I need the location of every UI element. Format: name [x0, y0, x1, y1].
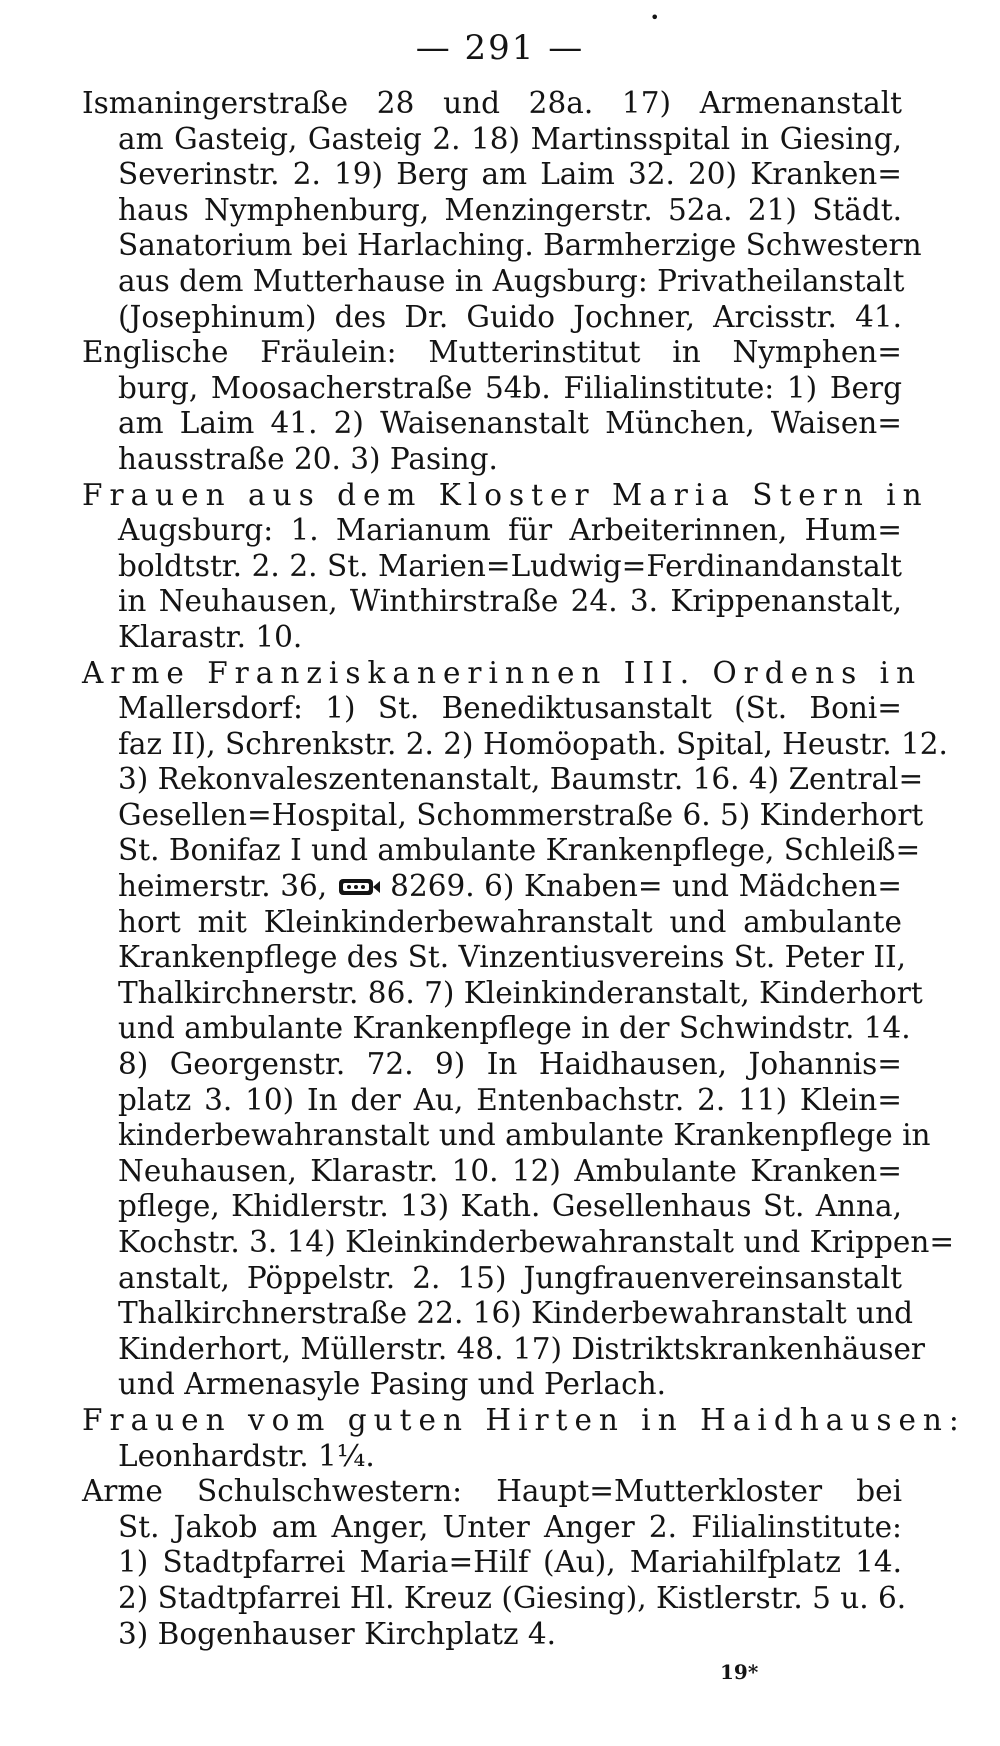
- text-line: hausstraße 20. 3) Pasing.: [118, 441, 498, 476]
- section-heading-line: Englische Fräulein: Mutterinstitut in Nymphen=: [82, 335, 902, 370]
- text-line: 3) Bogenhauser Kirchplatz 4.: [118, 1616, 557, 1651]
- text-line: am Laim 41. 2) Waisenanstalt München, Waisen=: [118, 406, 902, 441]
- text-line: kinderbewahranstalt und ambulante Krankenpflege in: [118, 1118, 931, 1153]
- text-line: Krankenpflege des St. Vinzentiusvereins St. Peter II,: [118, 940, 907, 975]
- text-line-with-phone: [82, 869, 902, 905]
- text-line: platz 3. 10) In der Au, Entenbachstr. 2. 11) Klein=: [118, 1082, 902, 1117]
- text-line: Neuhausen, Klarastr. 10. 12) Ambulante Kranken=: [118, 1153, 902, 1188]
- text-line: Augsburg: 1. Marianum für Arbeiterinnen, Hum=: [118, 513, 902, 548]
- text-line: St. Jakob am Anger, Unter Anger 2. Filialinstitute:: [118, 1509, 902, 1544]
- text-line: Mallersdorf: 1) St. Benediktusanstalt (St. Boni=: [118, 691, 902, 726]
- section-heading-line: Frauen aus dem Kloster Maria Stern in: [82, 477, 929, 512]
- text-line: Severinstr. 2. 19) Berg am Laim 32. 20) Kranken=: [118, 157, 902, 192]
- text-line: am Gasteig, Gasteig 2. 18) Martinsspital in Giesing,: [118, 121, 902, 156]
- section-heading-line: Arme Franziskanerinnen III. Ordens in: [82, 655, 923, 690]
- printer-signature: 19*: [720, 1660, 759, 1684]
- page-mark: •: [650, 8, 660, 27]
- text-line: burg, Moosacherstraße 54b. Filialinstitute: 1) Berg: [118, 370, 902, 405]
- text-line: hort mit Kleinkinderbewahranstalt und ambulante: [118, 904, 902, 939]
- text-line: faz II), Schrenkstr. 2. 2) Homöopath. Spital, Heustr. 12.: [118, 726, 948, 761]
- text-line: Kinderhort, Müllerstr. 48. 17) Distriktskrankenhäuser: [118, 1331, 926, 1366]
- section-heading-line: Frauen vom guten Hirten in Haidhausen:: [82, 1402, 966, 1437]
- text-line: in Neuhausen, Winthirstraße 24. 3. Krippenanstalt,: [118, 584, 902, 619]
- text-line: anstalt, Pöppelstr. 2. 15) Jungfrauenvereinsanstalt: [118, 1260, 902, 1295]
- text-line: (Josephinum) des Dr. Guido Jochner, Arcisstr. 41.: [118, 299, 902, 334]
- text-line: boldtstr. 2. 2. St. Marien=Ludwig=Ferdinandanstalt: [118, 548, 902, 583]
- text-line: 2) Stadtpfarrei Hl. Kreuz (Giesing), Kistlerstr. 5 u. 6.: [118, 1580, 907, 1615]
- text-line: Thalkirchnerstr. 86. 7) Kleinkinderanstalt, Kinderhort: [118, 975, 923, 1010]
- text-line: St. Bonifaz I und ambulante Krankenpflege, Schleiß=: [118, 833, 921, 868]
- section-heading-line: Arme Schulschwestern: Haupt=Mutterkloster bei: [82, 1474, 902, 1509]
- text-fragment: 8269. 6) Knaben= und Mädchen=: [390, 869, 902, 904]
- body-text: [82, 86, 966, 1652]
- text-fragment: heimerstr. 36,: [118, 869, 328, 904]
- text-line: 3) Rekonvaleszentenanstalt, Baumstr. 16. 4) Zentral=: [118, 762, 924, 797]
- text-line: Leonhardstr. 1¼.: [118, 1438, 375, 1473]
- text-line: 1) Stadtpfarrei Maria=Hilf (Au), Mariahilfplatz 14.: [118, 1545, 902, 1580]
- text-line: Gesellen=Hospital, Schommerstraße 6. 5) Kinderhort: [118, 797, 924, 832]
- text-line: Sanatorium bei Harlaching. Barmherzige Schwestern: [118, 228, 922, 263]
- text-line: haus Nymphenburg, Menzingerstr. 52a. 21) Städt.: [118, 192, 902, 227]
- text-line: und Armenasyle Pasing und Perlach.: [118, 1367, 666, 1402]
- text-line: 8) Georgenstr. 72. 9) In Haidhausen, Johannis=: [118, 1047, 902, 1082]
- page-number: — 291 —: [415, 28, 585, 68]
- text-line: Klarastr. 10.: [118, 619, 303, 654]
- text-line: Thalkirchnerstraße 22. 16) Kinderbewahranstalt und: [118, 1296, 914, 1331]
- text-line: Kochstr. 3. 14) Kleinkinderbewahranstalt und Krippen=: [118, 1225, 955, 1259]
- text-line: pflege, Khidlerstr. 13) Kath. Gesellenhaus St. Anna,: [118, 1189, 902, 1224]
- text-line: aus dem Mutterhause in Augsburg: Privatheilanstalt: [118, 263, 905, 298]
- telephone-icon: [337, 875, 381, 899]
- text-line: und ambulante Krankenpflege in der Schwindstr. 14.: [118, 1011, 911, 1046]
- text-line: Ismaningerstraße 28 und 28a. 17) Armenanstalt: [82, 86, 902, 120]
